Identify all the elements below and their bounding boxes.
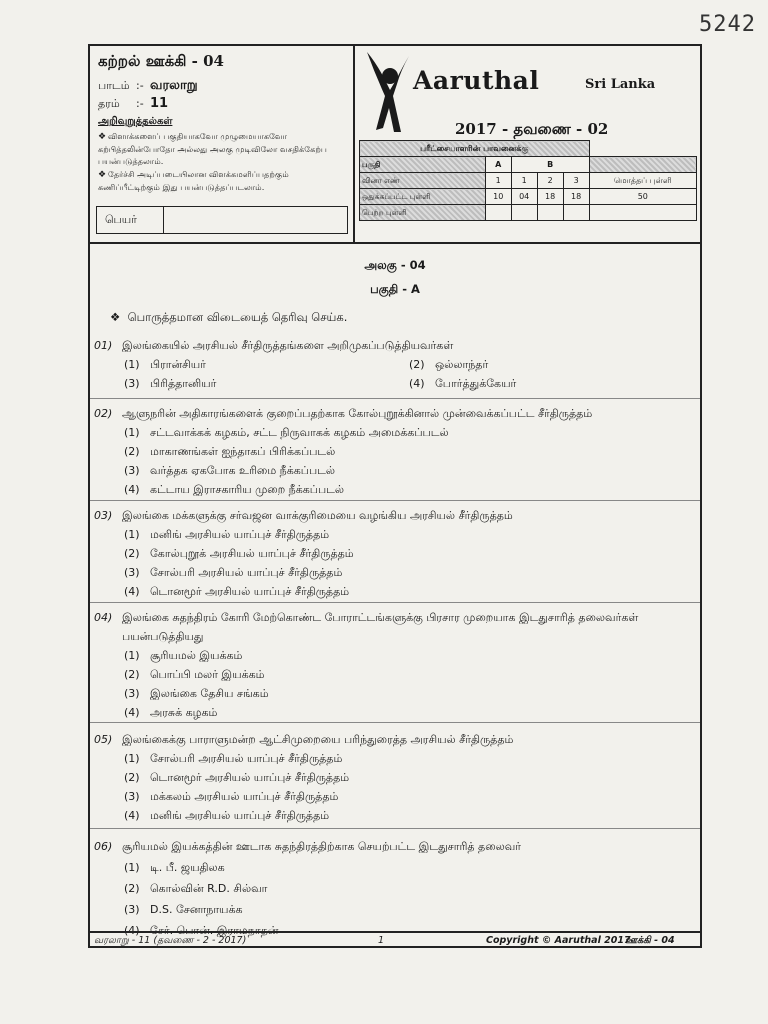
brand-subtitle: Sri Lanka — [585, 77, 656, 92]
grade-value: 11 — [150, 96, 169, 111]
table-cell: மொத்தப் புள்ளி — [589, 173, 696, 189]
option-3[interactable]: (3) வர்த்தக ஏகபோக உரிமை நீக்கப்படல் — [124, 464, 336, 477]
exam-sheet — [88, 44, 702, 948]
option-3[interactable]: (3) D.S. சேனாநாயக்க — [124, 903, 243, 916]
option-2[interactable]: (2) ஒல்லாந்தர் — [409, 358, 489, 371]
subject-row: பாடம் :- வரலாறு — [98, 78, 198, 93]
section-a: A — [485, 157, 511, 173]
name-field[interactable] — [164, 207, 347, 233]
serial-number: 5242 — [699, 12, 756, 37]
option-2[interactable]: (2) கொல்வின் R.D. சில்வா — [124, 882, 268, 895]
footer-subject: வரலாறு - 11 (தவணை - 2 - 2017) — [94, 935, 247, 946]
table-cell: 2 — [537, 173, 563, 189]
bullet-icon: ❖ — [110, 310, 121, 324]
option-2[interactable]: (2) டொனமூர் அரசியல் யாப்புச் சீர்திருத்தம் — [124, 771, 350, 784]
option-3[interactable]: (3) சோல்பரி அரசியல் யாப்புச் சீர்திருத்தம் — [124, 566, 343, 579]
option-4[interactable]: (4) மனிங் அரசியல் யாப்புச் சீர்திருத்தம் — [124, 809, 330, 822]
option-2[interactable]: (2) மாகாணங்கள் ஐந்தாகப் பிரிக்கப்படல் — [124, 445, 336, 458]
page-number: 1 — [378, 935, 385, 946]
section-label: பகுதி — [360, 157, 486, 173]
option-3[interactable]: (3) இலங்கை தேசிய சங்கம் — [124, 687, 269, 700]
table-cell: 04 — [511, 189, 537, 205]
option-3[interactable]: (3) மக்கலம் அரசியல் யாப்புச் சீர்திருத்தம் — [124, 790, 339, 803]
section-heading: பகுதி - A — [370, 282, 420, 296]
marks-table — [359, 140, 697, 221]
option-4[interactable]: (4) கட்டாய இராசகாரிய முறை நீக்கப்படல் — [124, 483, 345, 496]
bullet-icon: ❖ — [98, 170, 107, 180]
divider — [90, 500, 700, 501]
option-1[interactable]: (1) பிரான்சியர் — [124, 358, 206, 371]
header-brand-panel — [355, 46, 700, 242]
subject-value: வரலாறு — [150, 78, 198, 93]
aaruthal-logo-icon — [363, 50, 413, 136]
question-3: 03) இலங்கை மக்களுக்கு சர்வஜன வாக்குரிமையை வழங்கிய அரசியல் சீர்திருத்தம் (1) மனிங் அரசியல் யாப்புச் சீர்திருத்தம் (2) கோல்புறூக் அரசியல் யாப்புச் சீர்திருத்தம் (3) சோல்பரி அரசியல் யாப்புச் சீர்திருத்தம் (4) டொனமூர் அரசியல் யாப்புச் சீர்திருத்தம் — [94, 506, 694, 601]
grade-label: தரம் — [98, 97, 120, 110]
option-1[interactable]: (1) டி. பீ. ஜயதிலக — [124, 861, 225, 874]
term-title: 2017 - தவணை - 02 — [455, 120, 609, 138]
question-text: இலங்கை மக்களுக்கு சர்வஜன வாக்குரிமையை வழங்கிய அரசியல் சீர்திருத்தம் — [122, 509, 513, 522]
page-footer — [90, 931, 700, 949]
section-b: B — [511, 157, 589, 173]
subject-label: பாடம் — [98, 79, 130, 92]
name-label: பெயர் — [97, 207, 164, 233]
obtained-cell[interactable] — [537, 205, 563, 221]
table-cell: 3 — [563, 173, 589, 189]
question-text: ஆளுநரின் அதிகாரங்களைக் குறைப்பதற்காக கோல்புறூக்கினால் முன்வைக்கப்பட்ட சீர்திருத்தம் — [122, 407, 593, 420]
obtained-cell[interactable] — [485, 205, 511, 221]
option-4[interactable]: (4) சேர். பொன். இராமநாதன் — [124, 924, 279, 937]
paper-header — [90, 46, 700, 244]
unit-heading: அலகு - 04 — [364, 258, 426, 272]
question-text: சூரியமல் இயக்கத்தின் ஊடாக சுதந்திரத்திற்காக செயற்பட்ட இடதுசாரித் தலைவர் — [122, 840, 522, 853]
option-4[interactable]: (4) டொனமூர் அரசியல் யாப்புச் சீர்திருத்தம் — [124, 585, 350, 598]
allocated-label: ஒதுக்கப்பட்ட புள்ளி — [360, 189, 486, 205]
table-cell: 18 — [537, 189, 563, 205]
question-5: 05) இலங்கைக்கு பாராளுமன்ற ஆட்சிமுறையை பரிந்துரைத்த அரசியல் சீர்திருத்தம் (1) சோல்பரி அரசியல் யாப்புச் சீர்திருத்தம் (2) டொனமூர் அரசியல் யாப்புச் சீர்திருத்தம் (3) மக்கலம் அரசியல் யாப்புச் சீர்திருத்தம் (4) மனிங் அரசியல் யாப்புச் சீர்திருத்தம் — [94, 730, 694, 825]
divider — [90, 398, 700, 399]
answer-instruction: ❖ பொருத்தமான விடையைத் தெரிவு செய்க. — [110, 310, 348, 324]
obtained-cell[interactable] — [563, 205, 589, 221]
name-field-box — [96, 206, 348, 234]
question-text: இலங்கையில் அரசியல் சீர்திருத்தங்களை அறிமுகப்படுத்தியவர்கள் — [122, 339, 454, 352]
copyright: Copyright © Aaruthal 2017 — [486, 935, 631, 946]
question-text: இலங்கை சுதந்திரம் கோரி மேற்கொண்ட போராட்டங்களுக்கு பிரசார முறையாக இடதுசாரித் தலைவர்கள் பயன்படுத்தியது — [122, 611, 639, 643]
footer-unit: ஊக்கி - 04 — [625, 935, 675, 946]
table-cell: 18 — [563, 189, 589, 205]
question-2: 02) ஆளுநரின் அதிகாரங்களைக் குறைப்பதற்காக கோல்புறூக்கினால் முன்வைக்கப்பட்ட சீர்திருத்தம் (1) சட்டவாக்கக் கழகம், சட்ட நிருவாகக் கழகம் அமைக்கப்படல் (2) மாகாணங்கள் ஐந்தாகப் பிரிக்கப்படல் (3) வர்த்தக ஏகபோக உரிமை நீக்கப்படல் (4) கட்டாய இராசகாரிய முறை நீக்கப்படல் — [94, 404, 694, 499]
obtained-cell[interactable] — [589, 205, 696, 221]
header-info-panel — [90, 46, 355, 242]
option-1[interactable]: (1) சட்டவாக்கக் கழகம், சட்ட நிருவாகக் கழகம் அமைக்கப்படல் — [124, 426, 449, 439]
option-1[interactable]: (1) சூரியமல் இயக்கம் — [124, 649, 243, 662]
instruction-2: ❖ தேர்ச்சி அடிப்படையிலான விளக்கமளிப்பதற்கும் கணிப்பீட்டிற்கும் இது பயன்படுத்தப்படலாம். — [98, 169, 289, 192]
table-cell: 1 — [511, 173, 537, 189]
question-no-label: வினா எண் — [360, 173, 486, 189]
option-4[interactable]: (4) அரசுக் கழகம் — [124, 706, 218, 719]
option-3[interactable]: (3) பிரித்தானியர் — [124, 377, 217, 390]
instruction-1: ❖ விளாக்களைப் பகுதியாகவோ முழுமையாகவோ கற்பித்தலின்போதோ அல்லது அலகு முடிவிலோ வசதிக்கேற்ப பயன்படுத்தலாம். — [98, 131, 327, 166]
grade-row: தரம் :- 11 — [98, 96, 169, 111]
instructions-heading: அறிவுறுத்தல்கள் — [98, 116, 173, 127]
obtained-label: பெற்ற புள்ளி — [360, 205, 486, 221]
question-4: 04) இலங்கை சுதந்திரம் கோரி மேற்கொண்ட போராட்டங்களுக்கு பிரசார முறையாக இடதுசாரித் தலைவர்கள் பயன்படுத்தியது (1) சூரியமல் இயக்கம் (2) பொப்பி மலர் இயக்கம் (3) இலங்கை தேசிய சங்கம் (4) அரசுக் கழகம் — [94, 608, 694, 722]
option-2[interactable]: (2) பொப்பி மலர் இயக்கம் — [124, 668, 265, 681]
table-cell: 50 — [589, 189, 696, 205]
obtained-cell[interactable] — [511, 205, 537, 221]
divider — [90, 828, 700, 829]
option-1[interactable]: (1) மனிங் அரசியல் யாப்புச் சீர்திருத்தம் — [124, 528, 330, 541]
bullet-icon: ❖ — [98, 132, 107, 142]
brand-name: Aaruthal — [413, 66, 540, 95]
table-cell: 10 — [485, 189, 511, 205]
option-1[interactable]: (1) சோல்பரி அரசியல் யாப்புச் சீர்திருத்தம் — [124, 752, 343, 765]
question-text: இலங்கைக்கு பாராளுமன்ற ஆட்சிமுறையை பரிந்துரைத்த அரசியல் சீர்திருத்தம் — [122, 733, 514, 746]
marks-table-title: பரீட்சையாளரின் பாவனைக்கு — [360, 141, 590, 157]
paper-title: கற்றல் ஊக்கி - 04 — [98, 52, 224, 70]
table-cell: 1 — [485, 173, 511, 189]
question-1: 01) இலங்கையில் அரசியல் சீர்திருத்தங்களை அறிமுகப்படுத்தியவர்கள் (1) பிரான்சியர் (2) ஒல்லாந்தர் (3) பிரித்தானியர் (4) போர்த்துக்கேயர் — [94, 336, 694, 393]
option-2[interactable]: (2) கோல்புறூக் அரசியல் யாப்புச் சீர்திருத்தம் — [124, 547, 354, 560]
option-4[interactable]: (4) போர்த்துக்கேயர் — [409, 377, 517, 390]
question-6: 06) சூரியமல் இயக்கத்தின் ஊடாக சுதந்திரத்திற்காக செயற்பட்ட இடதுசாரித் தலைவர் (1) டி. பீ. ஜயதிலக (2) கொல்வின் R.D. சில்வா (3) D.S. சேனாநாயக்க (4) சேர். பொன். இராமநாதன் — [94, 836, 694, 941]
divider — [90, 602, 700, 603]
divider — [90, 722, 700, 723]
